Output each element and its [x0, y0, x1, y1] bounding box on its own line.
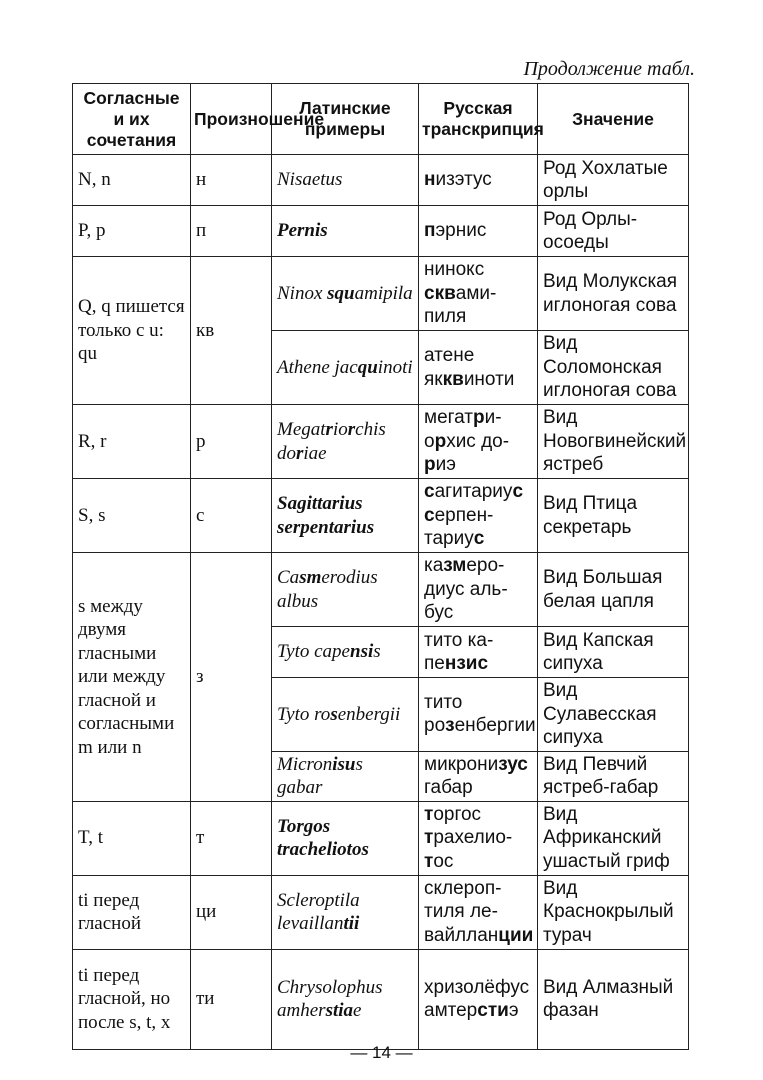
transcription-cell: низэтус	[419, 155, 538, 206]
meaning-cell: Вид Сулавесская сипуха	[538, 678, 689, 752]
table-row	[73, 875, 689, 949]
header-consonants: Согласные и их сочетания	[73, 84, 191, 155]
meaning-cell: Вид Алмазный фазан	[538, 949, 689, 1049]
transcription-cell: мегатри-орхис до-риэ	[419, 405, 538, 479]
latin-cell: Casmerodius albus	[272, 553, 419, 627]
meaning-cell: Род Орлы-осоеды	[538, 206, 689, 257]
latin-cell: Pernis	[272, 206, 419, 257]
latin-cell: Megatriorchis doriae	[272, 405, 419, 479]
consonant-cell: Q, q пишется только с u: qu	[73, 257, 191, 405]
table-continuation-caption: Продолжение табл.	[523, 58, 695, 80]
table-row	[73, 479, 689, 553]
pronunciation-cell: з	[191, 553, 272, 802]
transcription-cell: склероп-тиля ле-вайлланции	[419, 875, 538, 949]
latin-cell: Athene jacquinoti	[272, 331, 419, 405]
consonant-cell: R, r	[73, 405, 191, 479]
meaning-cell: Вид Молукская иглоногая сова	[538, 257, 689, 331]
consonant-cell: ti перед гласной, но после s, t, x	[73, 949, 191, 1049]
table-row	[73, 405, 689, 479]
meaning-cell: Вид Птица секретарь	[538, 479, 689, 553]
table-row	[73, 206, 689, 257]
pronunciation-cell: кв	[191, 257, 272, 405]
pronunciation-cell: ти	[191, 949, 272, 1049]
transcription-cell: торгос трахелио-тос	[419, 801, 538, 875]
latin-cell: Ninox squamipila	[272, 257, 419, 331]
pronunciation-cell: р	[191, 405, 272, 479]
transcription-cell: нинокс сквами-пиля	[419, 257, 538, 331]
meaning-cell: Вид Певчий ястреб-габар	[538, 751, 689, 801]
pronunciation-cell: т	[191, 801, 272, 875]
latin-cell: Tyto rosenbergii	[272, 678, 419, 752]
latin-cell: Torgos tracheliotos	[272, 801, 419, 875]
header-meaning: Значение	[538, 84, 689, 155]
meaning-cell: Вид Соломонская иглоногая сова	[538, 331, 689, 405]
table-row	[73, 553, 689, 627]
consonant-cell: N, n	[73, 155, 191, 206]
table-row	[73, 949, 689, 1049]
table-header-row	[73, 84, 689, 155]
transcription-cell: микронизус габар	[419, 751, 538, 801]
header-latin-examples: Латинские примеры	[272, 84, 419, 155]
consonant-cell: P, p	[73, 206, 191, 257]
latin-cell: Nisaetus	[272, 155, 419, 206]
transcription-cell: пэрнис	[419, 206, 538, 257]
pronunciation-cell: н	[191, 155, 272, 206]
header-pronunciation: Произношение	[191, 84, 272, 155]
meaning-cell: Род Хохлатые орлы	[538, 155, 689, 206]
table-row	[73, 155, 689, 206]
meaning-cell: Вид Краснокрылый турач	[538, 875, 689, 949]
consonant-cell: ti перед гласной	[73, 875, 191, 949]
meaning-cell: Вид Новогвинейский ястреб	[538, 405, 689, 479]
consonant-cell: s между двумя гласными или между гласной и согласными m или n	[73, 553, 191, 802]
consonant-cell: T, t	[73, 801, 191, 875]
latin-cell: Chrysolophus amherstiae	[272, 949, 419, 1049]
header-russian-transcription: Русская транскрипция	[419, 84, 538, 155]
consonants-table	[72, 83, 689, 1050]
transcription-cell: тито розенбергии	[419, 678, 538, 752]
latin-cell: Scleroptila levaillantii	[272, 875, 419, 949]
transcription-cell: атене якквиноти	[419, 331, 538, 405]
page-number: — 14 —	[350, 1043, 413, 1062]
table-row	[73, 801, 689, 875]
pronunciation-cell: п	[191, 206, 272, 257]
consonant-cell: S, s	[73, 479, 191, 553]
pronunciation-cell: ци	[191, 875, 272, 949]
pronunciation-cell: с	[191, 479, 272, 553]
transcription-cell: тито ка-пензис	[419, 627, 538, 678]
table-row	[73, 257, 689, 331]
transcription-cell: сагитариус серпен-тариус	[419, 479, 538, 553]
meaning-cell: Вид Африканский ушастый гриф	[538, 801, 689, 875]
meaning-cell: Вид Капская сипуха	[538, 627, 689, 678]
latin-cell: Sagittarius serpentarius	[272, 479, 419, 553]
latin-cell: Micronisus gabar	[272, 751, 419, 801]
meaning-cell: Вид Большая белая цапля	[538, 553, 689, 627]
transcription-cell: казмеро-диус аль-бус	[419, 553, 538, 627]
latin-cell: Tyto capensis	[272, 627, 419, 678]
transcription-cell: хризолёфус амтерстиэ	[419, 949, 538, 1049]
